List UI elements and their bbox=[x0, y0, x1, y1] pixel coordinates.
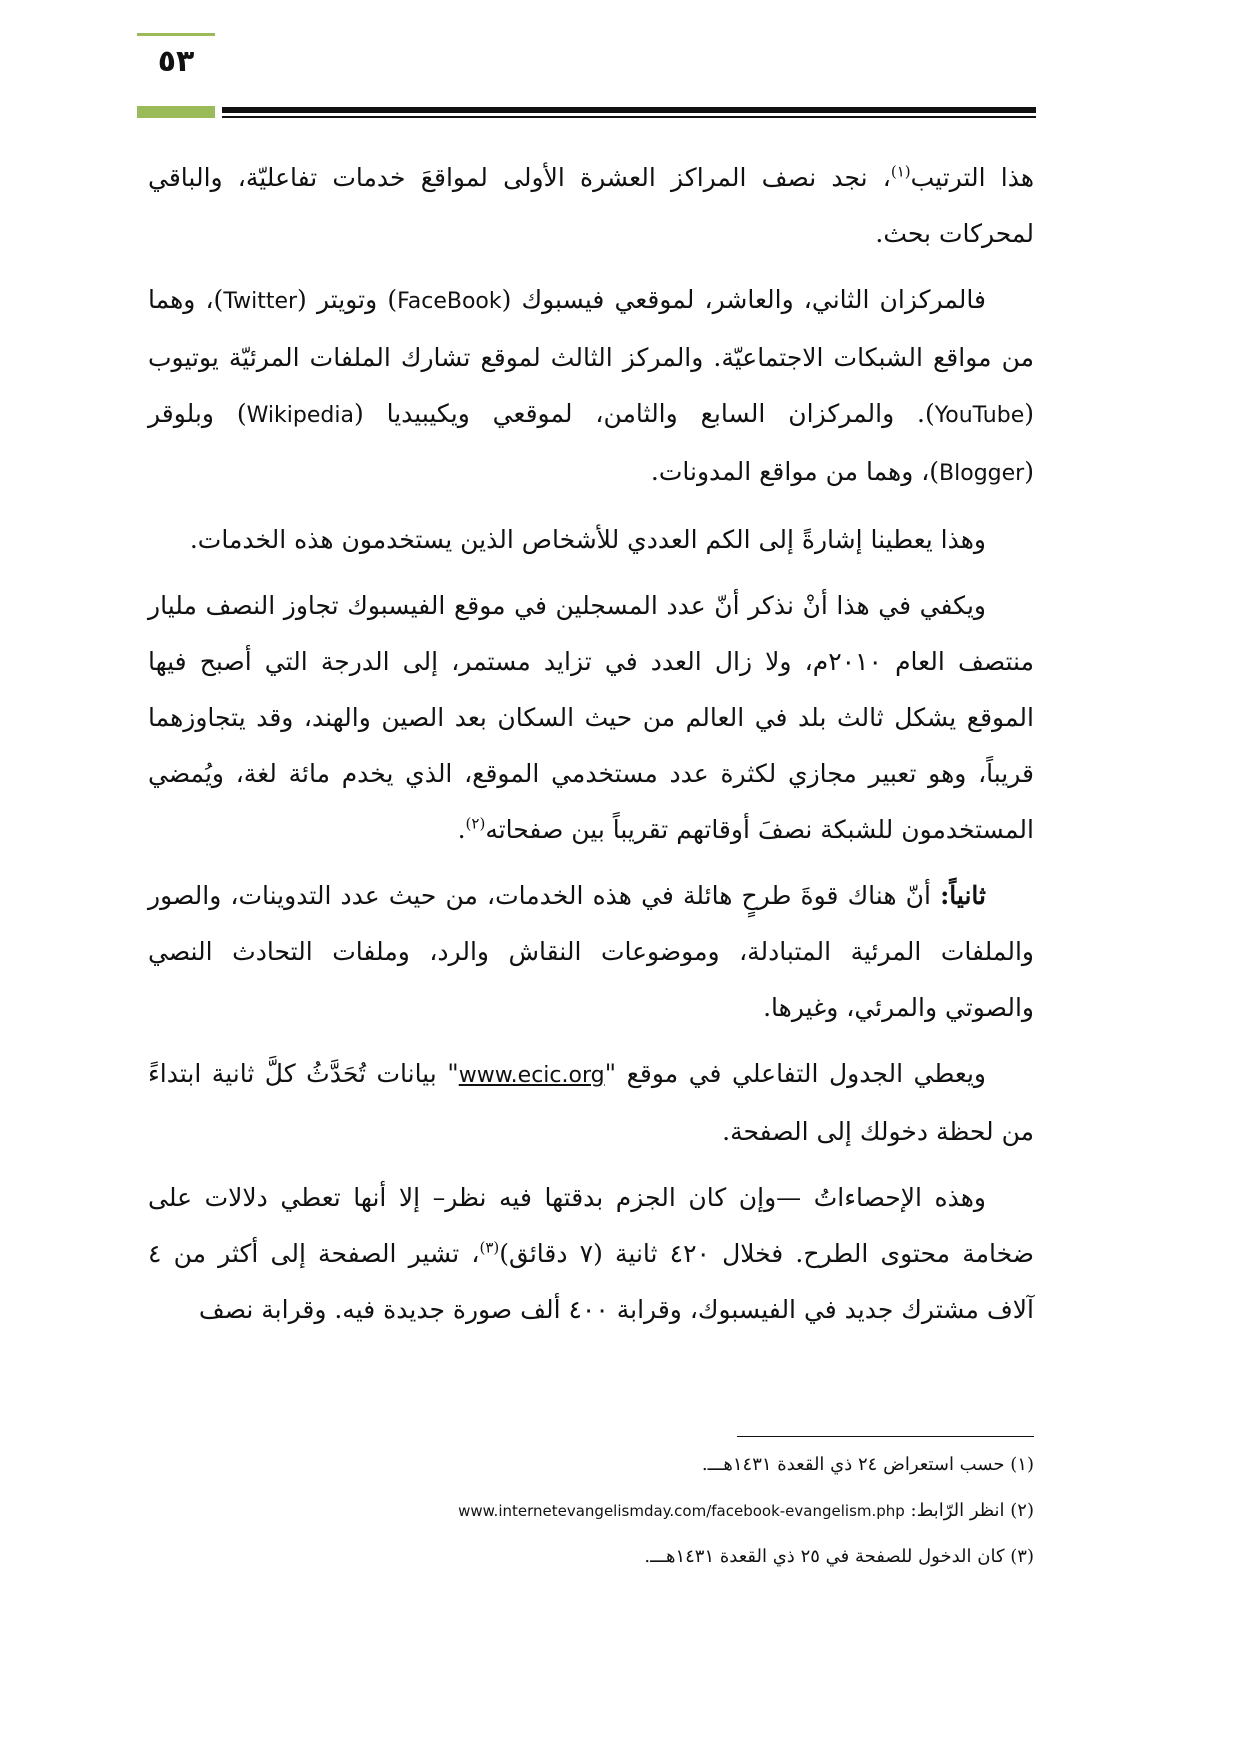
paragraph-4 bbox=[148, 578, 1034, 858]
paragraph-3: وهذا يعطينا إشارةً إلى الكم العددي للأشخاص الذين يستخدمون هذه الخدمات. bbox=[189, 525, 986, 554]
footnotes bbox=[148, 1442, 1034, 1580]
paragraph-6 bbox=[148, 1046, 1034, 1160]
paragraph-2 bbox=[148, 272, 1034, 502]
text-run: أنّ هناك قوةَ طرحٍ هائلة في هذه الخدمات، من حيث عدد التدوينات، والصور والملفات المرئية المتبادلة، وموضوعات النقاش والرد، وملفات التحادث النصي والصوتي والمرئي، وغيرها. bbox=[148, 881, 1034, 1022]
paragraph-7 bbox=[148, 1170, 1034, 1338]
paragraph-1 bbox=[148, 150, 1034, 262]
text-run: فالمركزان الثاني، والعاشر، لموقعي فيسبوك ( bbox=[501, 285, 986, 314]
text-run: ويعطي الجدول التفاعلي في موقع " bbox=[604, 1059, 986, 1088]
text-run: )، وهما من مواقع الشبكات الاجتماعيّة. والمركز الثالث لموقع تشارك الملفات المرئيّة يوتيوب ( bbox=[148, 285, 1034, 428]
site-name-blogger: Blogger bbox=[939, 461, 1025, 486]
footnote-2-link[interactable]: www.internetevangelismday.com/facebook-evangelism.php bbox=[458, 1502, 905, 1520]
page-number: ٥٣ bbox=[157, 44, 195, 79]
text-run: ، تشير الصفحة إلى أكثر من ٤ آلاف مشترك جديد في الفيسبوك، وقرابة ٤٠٠ ألف صورة جديدة فيه. وقرابة نصف bbox=[148, 1239, 1034, 1324]
text-run: ويكفي في هذا أنْ نذكر أنّ عدد المسجلين في موقع الفيسبوك تجاوز النصف مليار منتصف العام ٢٠١٠م، ولا زال العدد في تزايد مستمر، إلى الدرجة التي أصبح فيها الموقع يشكل ثالث بلد في العالم من حيث السكان بعد الصين والهند، وقد يتجاوزهما قريباً، وهو تعبير مجازي لكثرة عدد مستخدمي الموقع، الذي يخدم مائة لغة، ويُمضي المستخدمون للشبكة نصفَ أوقاتهم تقريباً بين صفحاته bbox=[148, 591, 1034, 844]
text-run: ). والمركزان السابع والثامن، لموقعي ويكيبيديا ( bbox=[353, 399, 935, 428]
footnote-ref-1[interactable]: (١) bbox=[890, 162, 911, 181]
text-run: ، نجد نصف المراكز العشرة الأولى لمواقعَ خدمات تفاعليّة، والباقي لمحركات بحث. bbox=[148, 163, 1034, 248]
header-rule-thick bbox=[222, 107, 1036, 113]
text-run: ) وبلوقر ( bbox=[148, 399, 1034, 486]
text-run: . bbox=[457, 815, 466, 844]
footnote-3: (٣) كان الدخول للصفحة في ٢٥ ذي القعدة ١٤٣١هـــ. bbox=[644, 1546, 1034, 1567]
site-name-twitter: Twitter bbox=[223, 289, 298, 314]
paragraph-lead: ثانياً: bbox=[940, 881, 986, 910]
site-name-youtube: YouTube bbox=[934, 403, 1025, 428]
ecic-link[interactable]: www.ecic.org bbox=[458, 1063, 605, 1088]
text-run: ) وتويتر ( bbox=[297, 285, 398, 314]
body-text bbox=[148, 150, 1034, 1348]
site-name-wikipedia: Wikipedia bbox=[246, 403, 354, 428]
header-rule-thin bbox=[222, 116, 1036, 118]
text-run: وهذه الإحصاءاتُ —وإن كان الجزم بدقتها فيه نظر– إلا أنها تعطي دلالات على ضخامة محتوى الطرح. فخلال ٤٢٠ ثانية (٧ دقائق) bbox=[148, 1183, 1034, 1268]
footnote-separator bbox=[737, 1436, 1034, 1437]
footnote-2-label: (٢) انظر الرّابط: bbox=[904, 1500, 1034, 1521]
footnote-ref-3[interactable]: (٣) bbox=[479, 1238, 500, 1257]
text-run: )، وهما من مواقع المدونات. bbox=[650, 457, 940, 486]
paragraph-5 bbox=[148, 868, 1034, 1036]
footnote-2 bbox=[148, 1488, 1034, 1534]
text-run: هذا الترتيب bbox=[910, 163, 1034, 192]
footnote-ref-2[interactable]: (٢) bbox=[465, 814, 486, 833]
footnote-1: (١) حسب استعراض ٢٤ ذي القعدة ١٤٣١هـــ. bbox=[701, 1454, 1034, 1475]
text-run: " بيانات تُحَدَّثُ كلَّ ثانية ابتداءً من لحظة دخولك إلى الصفحة. bbox=[148, 1059, 1034, 1146]
header-accent-block bbox=[137, 106, 215, 118]
site-name-facebook: FaceBook bbox=[397, 289, 502, 314]
header-accent-line bbox=[137, 33, 215, 36]
